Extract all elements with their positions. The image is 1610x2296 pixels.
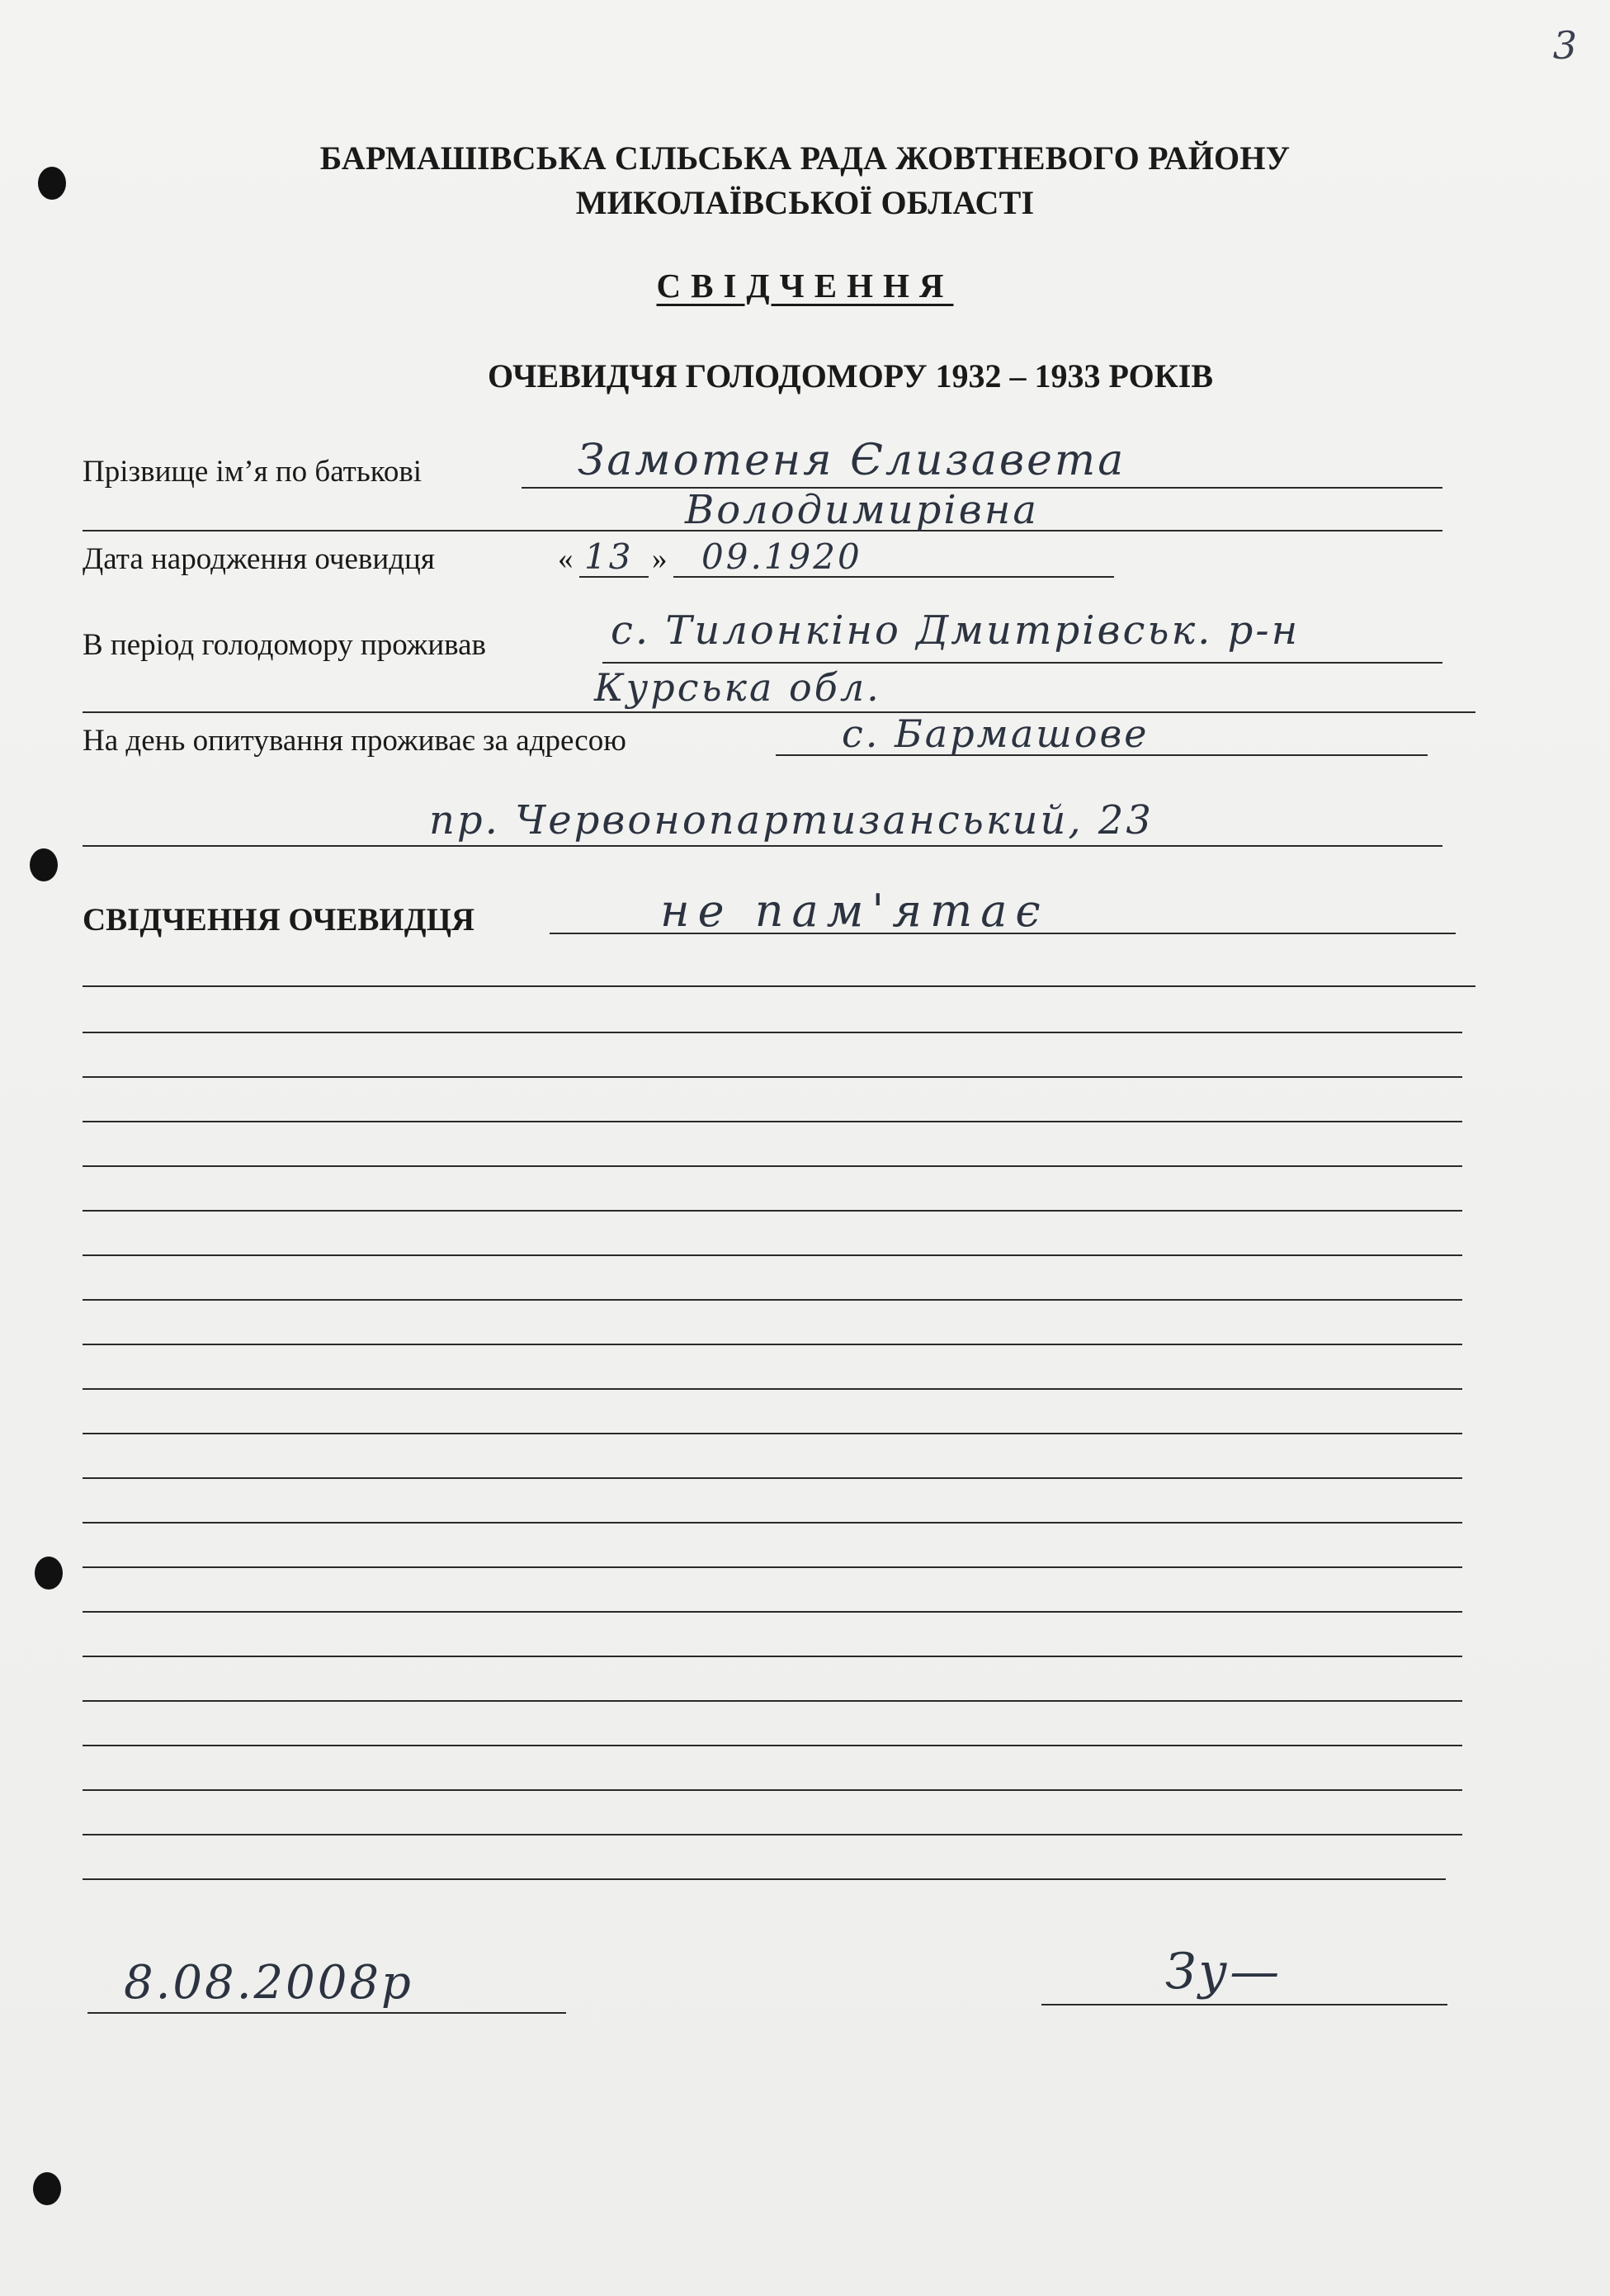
ruled-line <box>83 1611 1462 1613</box>
period-value-2: Курська обл. <box>594 665 881 710</box>
punch-hole <box>35 1557 63 1590</box>
ruled-line <box>83 1522 1462 1524</box>
period-line-2 <box>83 711 1475 713</box>
punch-hole <box>30 848 58 881</box>
ruled-line <box>83 1388 1462 1390</box>
ruled-line <box>83 1032 1462 1033</box>
birth-rest: 09.1920 <box>701 536 862 577</box>
header-line-1: БАРМАШІВСЬКА СІЛЬСЬКА РАДА ЖОВТНЕВОГО РАЙОНУ <box>319 139 1291 177</box>
header-line-2: МИКОЛАЇВСЬКОЇ ОБЛАСТІ <box>575 184 1035 221</box>
ruled-line <box>83 985 1475 987</box>
ruled-line <box>83 1878 1446 1880</box>
ruled-line <box>83 1834 1462 1835</box>
signature-line <box>1041 2004 1447 2005</box>
testimony-label: СВІДЧЕННЯ ОЧЕВИДЦЯ <box>83 902 475 938</box>
address-label: На день опитування проживає за адресою <box>83 724 626 758</box>
ruled-line <box>83 1344 1462 1345</box>
ruled-line <box>83 1254 1462 1256</box>
ruled-line <box>83 1121 1462 1122</box>
name-label: Прізвище ім’я по батькові <box>83 455 423 489</box>
document-title: СВІДЧЕННЯ <box>656 267 954 305</box>
address-value-1: с. Бармашове <box>842 711 1150 756</box>
period-value-1: с. Тилонкіно Дмитрівськ. р-н <box>611 607 1301 654</box>
period-label: В період голодомору проживав <box>83 628 487 662</box>
punch-hole <box>33 2172 61 2205</box>
ruled-line <box>83 1700 1462 1702</box>
footer-signature: Зу— <box>1165 1943 1282 2001</box>
address-value-2: пр. Червонопартизанський, 23 <box>429 797 1154 843</box>
ruled-line <box>83 1789 1462 1791</box>
footer-date: 8.08.2008р <box>124 1956 413 2010</box>
ruled-line <box>83 1433 1462 1434</box>
period-line-1 <box>602 662 1442 664</box>
birth-quote-open: « <box>558 542 574 576</box>
ruled-line <box>83 1745 1462 1746</box>
birth-day: 13 <box>584 536 634 577</box>
birth-quote-close: » <box>652 542 668 576</box>
name-value-2: Володимирівна <box>685 487 1039 533</box>
testimony-value: не пам'ятає <box>660 885 1049 937</box>
ruled-line <box>83 1299 1462 1301</box>
name-value-1: Замотеня Єлизавета <box>578 436 1126 485</box>
birth-label: Дата народження очевидця <box>83 542 435 576</box>
ruled-line <box>83 1210 1462 1212</box>
document-subtitle: ОЧЕВИДЧЯ ГОЛОДОМОРУ 1932 – 1933 РОКІВ <box>487 357 1214 394</box>
ruled-line <box>83 1477 1462 1479</box>
ruled-line <box>83 1656 1462 1657</box>
date-line <box>87 2012 566 2014</box>
ruled-line <box>83 1076 1462 1078</box>
address-line-2 <box>83 845 1442 847</box>
page-number: 3 <box>1552 23 1577 68</box>
ruled-line <box>83 1165 1462 1167</box>
ruled-line <box>83 1566 1462 1568</box>
